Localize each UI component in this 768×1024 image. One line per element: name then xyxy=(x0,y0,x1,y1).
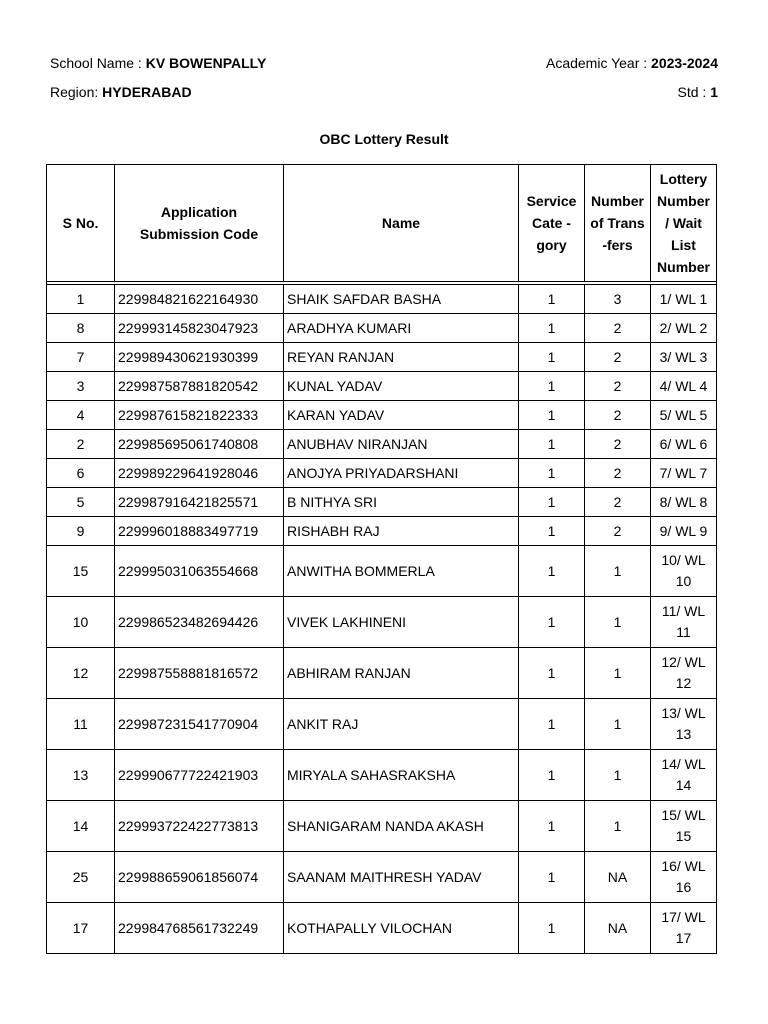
cell-service-category: 1 xyxy=(519,430,585,459)
lottery-number-line1: 17/ WL xyxy=(661,909,706,925)
col-header-lottery-l1: Lottery xyxy=(659,171,708,187)
cell-service-category: 1 xyxy=(519,488,585,517)
region xyxy=(50,84,192,100)
col-header-transfers-l1: Number xyxy=(591,193,644,209)
cell-sno: 5 xyxy=(47,488,115,517)
cell-application-code: 229995031063554668 xyxy=(115,546,284,597)
lottery-number-line2: 15 xyxy=(675,828,692,844)
lottery-number-line1: 8/ WL 8 xyxy=(659,493,708,510)
table-row xyxy=(47,372,717,401)
cell-transfers: 2 xyxy=(585,401,651,430)
cell-application-code: 229984821622164930 xyxy=(115,285,284,314)
cell-sno: 10 xyxy=(47,597,115,648)
academic-year-label: Academic Year : xyxy=(545,55,652,71)
lottery-number-line1: 9/ WL 9 xyxy=(659,522,708,539)
col-header-transfers-l3: -fers xyxy=(602,237,633,253)
academic-year-value: 2023-2024 xyxy=(651,55,718,71)
cell-lottery-number xyxy=(651,401,717,430)
cell-application-code: 229987558881816572 xyxy=(115,648,284,699)
school-name xyxy=(50,55,266,71)
lottery-number-line1: 2/ WL 2 xyxy=(659,319,708,336)
cell-service-category: 1 xyxy=(519,597,585,648)
col-header-code xyxy=(115,165,284,282)
cell-lottery-number xyxy=(651,801,717,852)
lottery-number-line1: 15/ WL xyxy=(661,807,706,823)
cell-application-code: 229987615821822333 xyxy=(115,401,284,430)
cell-lottery-number xyxy=(651,314,717,343)
cell-application-code: 229993722422773813 xyxy=(115,801,284,852)
cell-application-code: 229987916421825571 xyxy=(115,488,284,517)
cell-lottery-number xyxy=(651,459,717,488)
lottery-number-line2: 10 xyxy=(675,573,692,589)
region-value: HYDERABAD xyxy=(102,84,192,100)
lottery-number-line2: 12 xyxy=(675,675,692,691)
lottery-number-line1: 3/ WL 3 xyxy=(659,348,708,365)
cell-name: VIVEK LAKHINENI xyxy=(284,597,519,648)
school-name-value: KV BOWENPALLY xyxy=(145,55,267,71)
cell-service-category: 1 xyxy=(519,750,585,801)
cell-transfers: 1 xyxy=(585,801,651,852)
standard-label: Std : xyxy=(677,84,711,100)
cell-lottery-number xyxy=(651,343,717,372)
cell-transfers: 2 xyxy=(585,517,651,546)
cell-transfers: NA xyxy=(585,903,651,954)
col-header-service-l2: Cate - xyxy=(532,215,571,231)
cell-service-category: 1 xyxy=(519,801,585,852)
cell-lottery-number xyxy=(651,517,717,546)
lottery-number-line2: 14 xyxy=(675,777,692,793)
table-row xyxy=(47,699,717,750)
col-header-lottery-l4: List xyxy=(671,237,696,253)
cell-transfers: 1 xyxy=(585,546,651,597)
cell-transfers: 1 xyxy=(585,648,651,699)
table-row xyxy=(47,903,717,954)
cell-application-code: 229986523482694426 xyxy=(115,597,284,648)
lottery-number-line1: 10/ WL xyxy=(661,552,706,568)
lottery-number-line2: 13 xyxy=(675,726,692,742)
cell-name: SAANAM MAITHRESH YADAV xyxy=(284,852,519,903)
standard xyxy=(678,84,718,100)
cell-sno: 15 xyxy=(47,546,115,597)
cell-application-code: 229996018883497719 xyxy=(115,517,284,546)
cell-transfers: 2 xyxy=(585,372,651,401)
cell-name: KUNAL YADAV xyxy=(284,372,519,401)
cell-transfers: NA xyxy=(585,852,651,903)
cell-lottery-number xyxy=(651,750,717,801)
cell-transfers: 2 xyxy=(585,488,651,517)
cell-name: ANKIT RAJ xyxy=(284,699,519,750)
table-header-row xyxy=(47,165,717,282)
cell-application-code: 229987587881820542 xyxy=(115,372,284,401)
cell-name: KOTHAPALLY VILOCHAN xyxy=(284,903,519,954)
cell-lottery-number xyxy=(651,285,717,314)
cell-service-category: 1 xyxy=(519,648,585,699)
lottery-number-line1: 5/ WL 5 xyxy=(659,406,708,423)
col-header-sno-text: S No. xyxy=(62,215,99,231)
lottery-number-line1: 11/ WL xyxy=(661,603,706,619)
lottery-number-line1: 14/ WL xyxy=(661,756,706,772)
table-row xyxy=(47,648,717,699)
cell-name: ANUBHAV NIRANJAN xyxy=(284,430,519,459)
cell-application-code: 229984768561732249 xyxy=(115,903,284,954)
cell-service-category: 1 xyxy=(519,546,585,597)
col-header-service-l3: gory xyxy=(536,237,567,253)
lottery-number-line2: 17 xyxy=(675,930,692,946)
table-row xyxy=(47,459,717,488)
cell-application-code: 229989430621930399 xyxy=(115,343,284,372)
standard-value: 1 xyxy=(710,84,718,100)
cell-transfers: 1 xyxy=(585,597,651,648)
cell-service-category: 1 xyxy=(519,401,585,430)
table-row xyxy=(47,488,717,517)
cell-sno: 13 xyxy=(47,750,115,801)
cell-name: ANWITHA BOMMERLA xyxy=(284,546,519,597)
cell-name: SHAIK SAFDAR BASHA xyxy=(284,285,519,314)
lottery-number-line2: 11 xyxy=(676,624,691,640)
col-header-name-text: Name xyxy=(381,215,421,231)
cell-name: ABHIRAM RANJAN xyxy=(284,648,519,699)
cell-lottery-number xyxy=(651,852,717,903)
cell-transfers: 1 xyxy=(585,699,651,750)
cell-sno: 8 xyxy=(47,314,115,343)
cell-sno: 1 xyxy=(47,285,115,314)
col-header-name xyxy=(284,165,519,282)
lottery-result-table xyxy=(46,164,717,954)
col-header-service xyxy=(519,165,585,282)
table-body xyxy=(47,282,717,954)
lottery-number-line1: 16/ WL xyxy=(661,858,706,874)
cell-name: ANOJYA PRIYADARSHANI xyxy=(284,459,519,488)
cell-sno: 6 xyxy=(47,459,115,488)
cell-application-code: 229985695061740808 xyxy=(115,430,284,459)
cell-sno: 11 xyxy=(47,699,115,750)
col-header-lottery xyxy=(651,165,717,282)
cell-service-category: 1 xyxy=(519,517,585,546)
cell-transfers: 2 xyxy=(585,314,651,343)
table-row xyxy=(47,546,717,597)
col-header-service-l1: Service xyxy=(526,193,577,209)
cell-name: B NITHYA SRI xyxy=(284,488,519,517)
cell-application-code: 229988659061856074 xyxy=(115,852,284,903)
table-row xyxy=(47,801,717,852)
lottery-number-line1: 13/ WL xyxy=(661,705,706,721)
lottery-number-line1: 12/ WL xyxy=(661,654,706,670)
table-row xyxy=(47,285,717,314)
col-header-transfers xyxy=(585,165,651,282)
cell-service-category: 1 xyxy=(519,314,585,343)
lottery-number-line1: 4/ WL 4 xyxy=(659,377,708,394)
region-label: Region: xyxy=(50,84,103,100)
cell-sno: 3 xyxy=(47,372,115,401)
cell-lottery-number xyxy=(651,597,717,648)
cell-application-code: 229989229641928046 xyxy=(115,459,284,488)
cell-lottery-number xyxy=(651,488,717,517)
cell-name: ARADHYA KUMARI xyxy=(284,314,519,343)
col-header-lottery-l3: / Wait xyxy=(665,215,702,231)
cell-service-category: 1 xyxy=(519,285,585,314)
school-name-label: School Name : xyxy=(50,55,146,71)
cell-transfers: 1 xyxy=(585,750,651,801)
table-row xyxy=(47,430,717,459)
cell-sno: 2 xyxy=(47,430,115,459)
col-header-code-l2: Submission Code xyxy=(139,226,259,242)
col-header-sno xyxy=(47,165,115,282)
col-header-lottery-l5: Number xyxy=(657,259,710,275)
cell-service-category: 1 xyxy=(519,903,585,954)
cell-sno: 25 xyxy=(47,852,115,903)
lottery-number-line1: 7/ WL 7 xyxy=(659,464,708,481)
cell-lottery-number xyxy=(651,648,717,699)
cell-service-category: 1 xyxy=(519,372,585,401)
cell-service-category: 1 xyxy=(519,343,585,372)
cell-transfers: 2 xyxy=(585,459,651,488)
cell-service-category: 1 xyxy=(519,699,585,750)
cell-sno: 14 xyxy=(47,801,115,852)
cell-sno: 9 xyxy=(47,517,115,546)
lottery-number-line1: 1/ WL 1 xyxy=(659,290,708,307)
cell-application-code: 229993145823047923 xyxy=(115,314,284,343)
col-header-transfers-l2: of Trans xyxy=(590,215,645,231)
cell-lottery-number xyxy=(651,372,717,401)
cell-application-code: 229987231541770904 xyxy=(115,699,284,750)
table-row xyxy=(47,750,717,801)
cell-lottery-number xyxy=(651,430,717,459)
academic-year xyxy=(546,55,718,71)
cell-sno: 12 xyxy=(47,648,115,699)
cell-sno: 7 xyxy=(47,343,115,372)
table-row xyxy=(47,314,717,343)
table-row xyxy=(47,343,717,372)
cell-service-category: 1 xyxy=(519,852,585,903)
cell-lottery-number xyxy=(651,903,717,954)
cell-lottery-number xyxy=(651,699,717,750)
cell-transfers: 3 xyxy=(585,285,651,314)
page-title: OBC Lottery Result xyxy=(319,131,449,147)
cell-transfers: 2 xyxy=(585,430,651,459)
lottery-number-line1: 6/ WL 6 xyxy=(659,435,708,452)
cell-application-code: 229990677722421903 xyxy=(115,750,284,801)
cell-name: REYAN RANJAN xyxy=(284,343,519,372)
cell-sno: 17 xyxy=(47,903,115,954)
table-row xyxy=(47,401,717,430)
col-header-code-l1: Application xyxy=(160,204,238,220)
table-row xyxy=(47,517,717,546)
cell-transfers: 2 xyxy=(585,343,651,372)
lottery-number-line2: 16 xyxy=(675,879,692,895)
cell-sno: 4 xyxy=(47,401,115,430)
cell-name: SHANIGARAM NANDA AKASH xyxy=(284,801,519,852)
table-row xyxy=(47,852,717,903)
cell-name: RISHABH RAJ xyxy=(284,517,519,546)
cell-service-category: 1 xyxy=(519,459,585,488)
table-row xyxy=(47,597,717,648)
col-header-lottery-l2: Number xyxy=(657,193,710,209)
cell-name: MIRYALA SAHASRAKSHA xyxy=(284,750,519,801)
cell-name: KARAN YADAV xyxy=(284,401,519,430)
cell-lottery-number xyxy=(651,546,717,597)
